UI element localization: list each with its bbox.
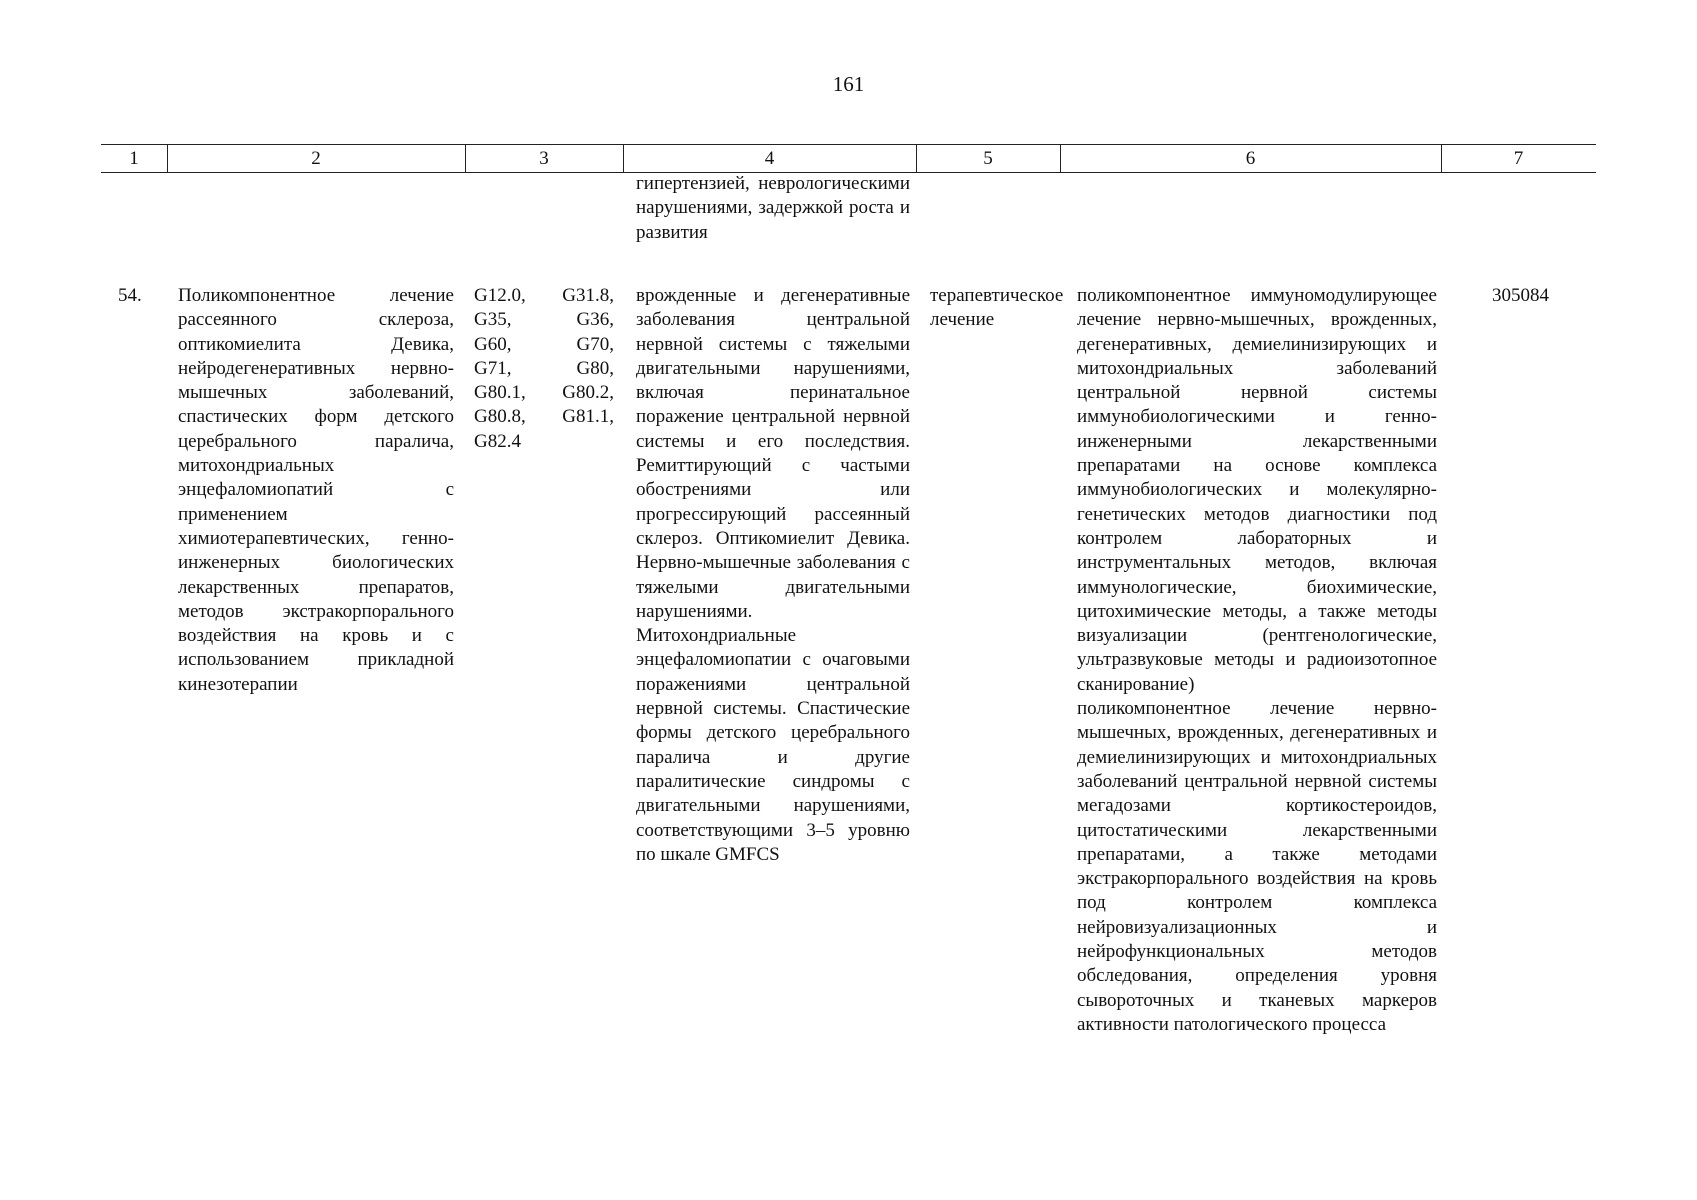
treatment-profile-name: Поликомпонентное лечение рассеянного склероза, оптикомиелита Девика, нейродегенеративных нервно-мышечных заболеваний, спастических форм детского церебрального паралича, митохондриальных энцефаломиопатий с применением химиотерапевтических, генно-инженерных биологических лекарственных препаратов, методов экстракорпорального воздействия на кровь и с использованием прикладной кинезотерапии [178, 285, 454, 695]
icd-code-row: G71, G80, [474, 357, 614, 379]
table-header-row [101, 144, 1596, 173]
column-header-3: 3 [539, 148, 549, 169]
column-header-5: 5 [983, 148, 993, 169]
treatment-method-2: поликомпонентное лечение нервно-мышечных, врожденных, дегенеративных и демиелинизирующих и митохондриальных заболеваний центральной нервной системы мегадозами кортикостероидов, цитостатическими лекарственными препаратами, а также методами экстракорпорального воздействия на кровь под контролем комплекса нейровизуализационных и нейрофункциональных методов обследования, определения уровня сывороточных и тканевых маркеров активности патологического процесса [1077, 698, 1437, 1035]
icd-code-row: G60, G70, [474, 333, 614, 355]
column-header-1: 1 [129, 148, 139, 169]
treatment-method-1: поликомпонентное иммуномодулирующее лечение нервно-мышечных, врожденных, дегенеративных, демиелинизирующих и митохондриальных заболеваний центральной нервной системы иммунобиологическими и генно-инженерными лекарственными препаратами на основе комплекса иммунобиологических и молекулярно-генетических методов диагностики под контролем лабораторных и инструментальных методов, включая иммунологические, биохимические, цитохимические методы, а также методы визуализации (рентгенологические, ультразвуковые методы и радиоизотопное сканирование) [1077, 285, 1437, 695]
continuation-text: гипертензией, неврологическими нарушениями, задержкой роста и развития [636, 173, 910, 243]
page-number: 161 [832, 72, 865, 96]
treatment-type: терапевтическое лечение [930, 285, 1064, 331]
row-number: 54. [118, 285, 142, 306]
icd-code-row: G35, G36, [474, 309, 614, 331]
column-header-4: 4 [764, 148, 775, 169]
icd-code-row: G82.4 [474, 430, 521, 452]
cost-value: 305084 [1492, 285, 1549, 306]
icd-code-row: G80.8, G81.1, [474, 406, 614, 428]
patient-model: врожденные и дегенеративные заболевания центральной нервной системы с тяжелыми двигательными нарушениями, включая перинатальное поражение центральной нервной системы и его последствия. Ремиттирующий с частыми обострениями или прогрессирующий рассеянный склероз. Оптикомиелит Девика. Нервно-мышечные заболевания с тяжелыми двигательными нарушениями. Митохондриальные энцефаломиопатии с очаговыми поражениями центральной нервной системы. Спастические формы детского церебрального паралича и другие паралитические синдромы с двигательными нарушениями, соответствующими 3–5 уровню по шкале GMFCS [636, 285, 910, 865]
column-header-2: 2 [311, 148, 321, 169]
column-header-6: 6 [1245, 148, 1256, 169]
icd-code-row: G12.0, G31.8, [474, 285, 614, 306]
icd-code-row: G80.1, G80.2, [474, 382, 614, 404]
column-header-7: 7 [1513, 148, 1524, 169]
treatment-method-text [1077, 284, 1437, 1037]
icd-codes [474, 284, 614, 454]
